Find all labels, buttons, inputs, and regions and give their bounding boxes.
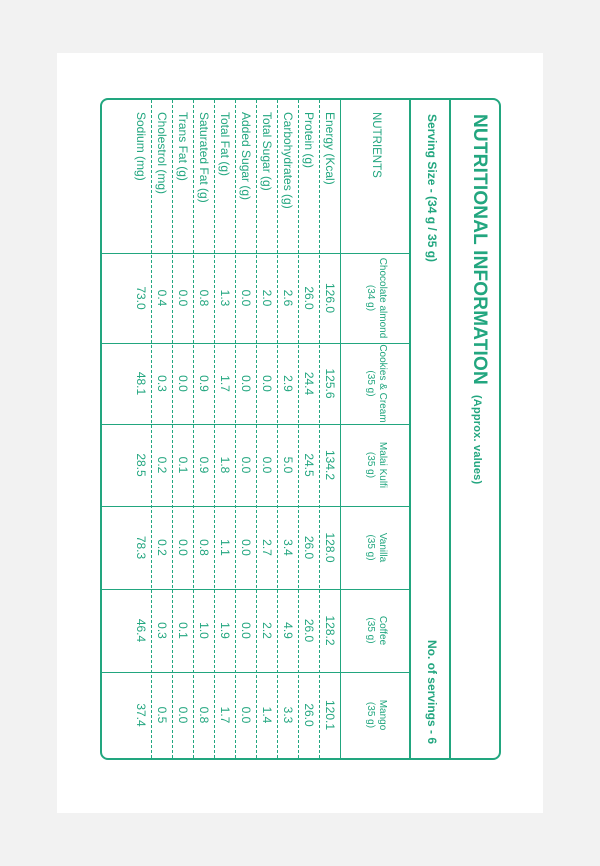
flavor-name: Cookies & Cream: [377, 344, 388, 423]
flavor-size: (35 g): [365, 617, 376, 644]
nutrient-value: 0.3: [155, 375, 169, 392]
nutrient-value: 0.2: [155, 539, 169, 556]
title-text: NUTRITIONAL INFORMATION: [469, 114, 490, 385]
servings-count: No. of servings - 6: [425, 639, 439, 744]
table-row: [298, 100, 320, 758]
nutrient-name: Total Sugar (g): [260, 112, 274, 191]
flavor-name: Chocolate almond: [377, 257, 388, 339]
nutrient-value: 0.0: [239, 622, 253, 639]
table-row: [277, 100, 299, 758]
nutrient-name: Energy (Kcal): [323, 112, 337, 185]
nutrient-value: 0.8: [197, 289, 211, 307]
table-row: [256, 100, 278, 758]
nutrient-value: 1.9: [218, 622, 232, 639]
nutrient-value: 128.0: [323, 532, 337, 563]
nutrient-value: 0.0: [239, 706, 253, 724]
nutrient-value: 2.2: [260, 622, 274, 639]
table-row: [151, 100, 173, 758]
nutrient-value: 0.0: [239, 456, 253, 474]
nutrient-name: Carbohydrates (g): [281, 112, 295, 209]
nutrient-value: 128.2: [323, 615, 337, 646]
nutrient-value: 2.6: [281, 289, 295, 307]
nutrient-value: 0.9: [197, 456, 211, 474]
flavor-header: [341, 343, 411, 424]
nutrient-value: 26.0: [302, 286, 316, 310]
nutrient-value: 1.8: [218, 456, 232, 474]
flavor-header: [341, 506, 411, 589]
nutrient-value: 0.8: [197, 539, 211, 556]
nutrient-value: 0.0: [260, 375, 274, 392]
nutrient-value: 26.0: [302, 618, 316, 643]
flavor-header-text: [364, 258, 388, 339]
flavor-name: Vanilla: [377, 532, 388, 563]
flavor-size: (35 g): [365, 451, 376, 479]
flavor-header: [341, 589, 411, 672]
nutrient-value: 120.1: [323, 699, 337, 731]
flavor-name: Mango: [377, 699, 388, 731]
nutrient-value: 28.5: [134, 453, 148, 477]
nutrient-value: 1.0: [197, 622, 211, 639]
nutrition-table: [102, 100, 411, 758]
flavor-size: (35 g): [365, 701, 376, 729]
nutrient-value: 2.7: [260, 539, 274, 556]
nutrient-value: 37.4: [134, 703, 148, 727]
nutrient-value: 1.1: [218, 539, 232, 556]
nutrient-value: 0.4: [155, 289, 169, 307]
table-row: [235, 100, 257, 758]
nutrient-value: 125.6: [323, 368, 337, 399]
nutrient-name: Total Fat (g): [218, 112, 232, 177]
nutrient-value: 4.9: [281, 622, 295, 639]
flavor-size: (35 g): [365, 370, 376, 397]
flavor-header-text: [364, 533, 388, 562]
nutrient-name: Trans Fat (g): [176, 112, 190, 181]
nutrient-name: Sodium (mg): [134, 112, 148, 181]
nutrient-name: Protein (g): [302, 112, 316, 169]
flavor-header-text: [364, 700, 388, 731]
nutrient-value: 3.4: [281, 539, 295, 556]
nutrient-value: 0.1: [176, 622, 190, 639]
label-title: [468, 114, 490, 484]
nutrient-value: 73.0: [134, 286, 148, 310]
nutrient-value: 0.0: [176, 539, 190, 556]
nutrient-value: 0.0: [239, 375, 253, 392]
nutrient-value: 2.0: [260, 289, 274, 307]
nutrient-value: 134.2: [323, 449, 337, 481]
table-row: [214, 100, 236, 758]
flavor-header: [341, 253, 411, 343]
nutrition-label: [100, 98, 501, 760]
nutrients-header: NUTRIENTS: [370, 112, 382, 178]
nutrient-value: 24.4: [302, 371, 316, 396]
nutrient-value: 0.8: [197, 706, 211, 724]
table-row: [172, 100, 194, 758]
nutrient-name: Saturated Fat (g): [197, 112, 211, 203]
flavor-header-text: [364, 442, 388, 488]
nutrient-value: 1.7: [218, 375, 232, 392]
nutrient-name: Cholestrol (mg): [155, 112, 169, 195]
nutrient-value: 3.3: [281, 706, 295, 724]
nutrient-value: 0.1: [176, 456, 190, 474]
flavor-header-text: [364, 344, 388, 422]
nutrient-value: 126.0: [323, 282, 337, 314]
flavor-header-text: [364, 616, 388, 645]
table-row: [130, 100, 152, 758]
nutrient-value: 78.3: [134, 535, 148, 560]
nutrient-value: 0.0: [239, 539, 253, 556]
nutrient-value: 0.3: [155, 622, 169, 639]
nutrient-value: 26.0: [302, 703, 316, 727]
nutrient-value: 24.5: [302, 453, 316, 477]
serving-size: Serving Size - (34 g / 35 g): [425, 114, 439, 263]
title-row: [449, 100, 499, 758]
flavor-header: [341, 424, 411, 506]
nutrient-value: 1.3: [218, 289, 232, 307]
table-row: [193, 100, 215, 758]
nutrient-name: Added Sugar (g): [239, 112, 253, 201]
flavor-name: Coffee: [377, 615, 388, 646]
nutrient-value: 0.0: [176, 289, 190, 307]
flavor-size: (34 g): [365, 284, 376, 312]
nutrient-value: 0.0: [176, 706, 190, 724]
nutrient-value: 48.1: [134, 371, 148, 396]
flavor-size: (35 g): [365, 534, 376, 561]
nutrient-value: 0.0: [176, 375, 190, 392]
nutrient-value: 1.7: [218, 706, 232, 724]
nutrient-value: 5.0: [281, 456, 295, 474]
nutrient-value: 0.0: [239, 289, 253, 307]
approx-note: (Approx. values): [471, 394, 483, 485]
flavor-name: Malai Kulfi: [377, 441, 388, 489]
flavor-header: [341, 672, 411, 758]
nutrient-value: 46.4: [134, 618, 148, 643]
nutrient-value: 1.4: [260, 706, 274, 724]
nutrient-value: 26.0: [302, 535, 316, 560]
nutrient-value: 0.2: [155, 456, 169, 474]
nutrient-value: 0.9: [197, 375, 211, 392]
serving-row: [409, 100, 451, 758]
nutrient-value: 2.9: [281, 375, 295, 392]
table-row: [319, 100, 341, 758]
nutrient-value: 0.0: [260, 456, 274, 474]
nutrient-value: 0.5: [155, 706, 169, 724]
